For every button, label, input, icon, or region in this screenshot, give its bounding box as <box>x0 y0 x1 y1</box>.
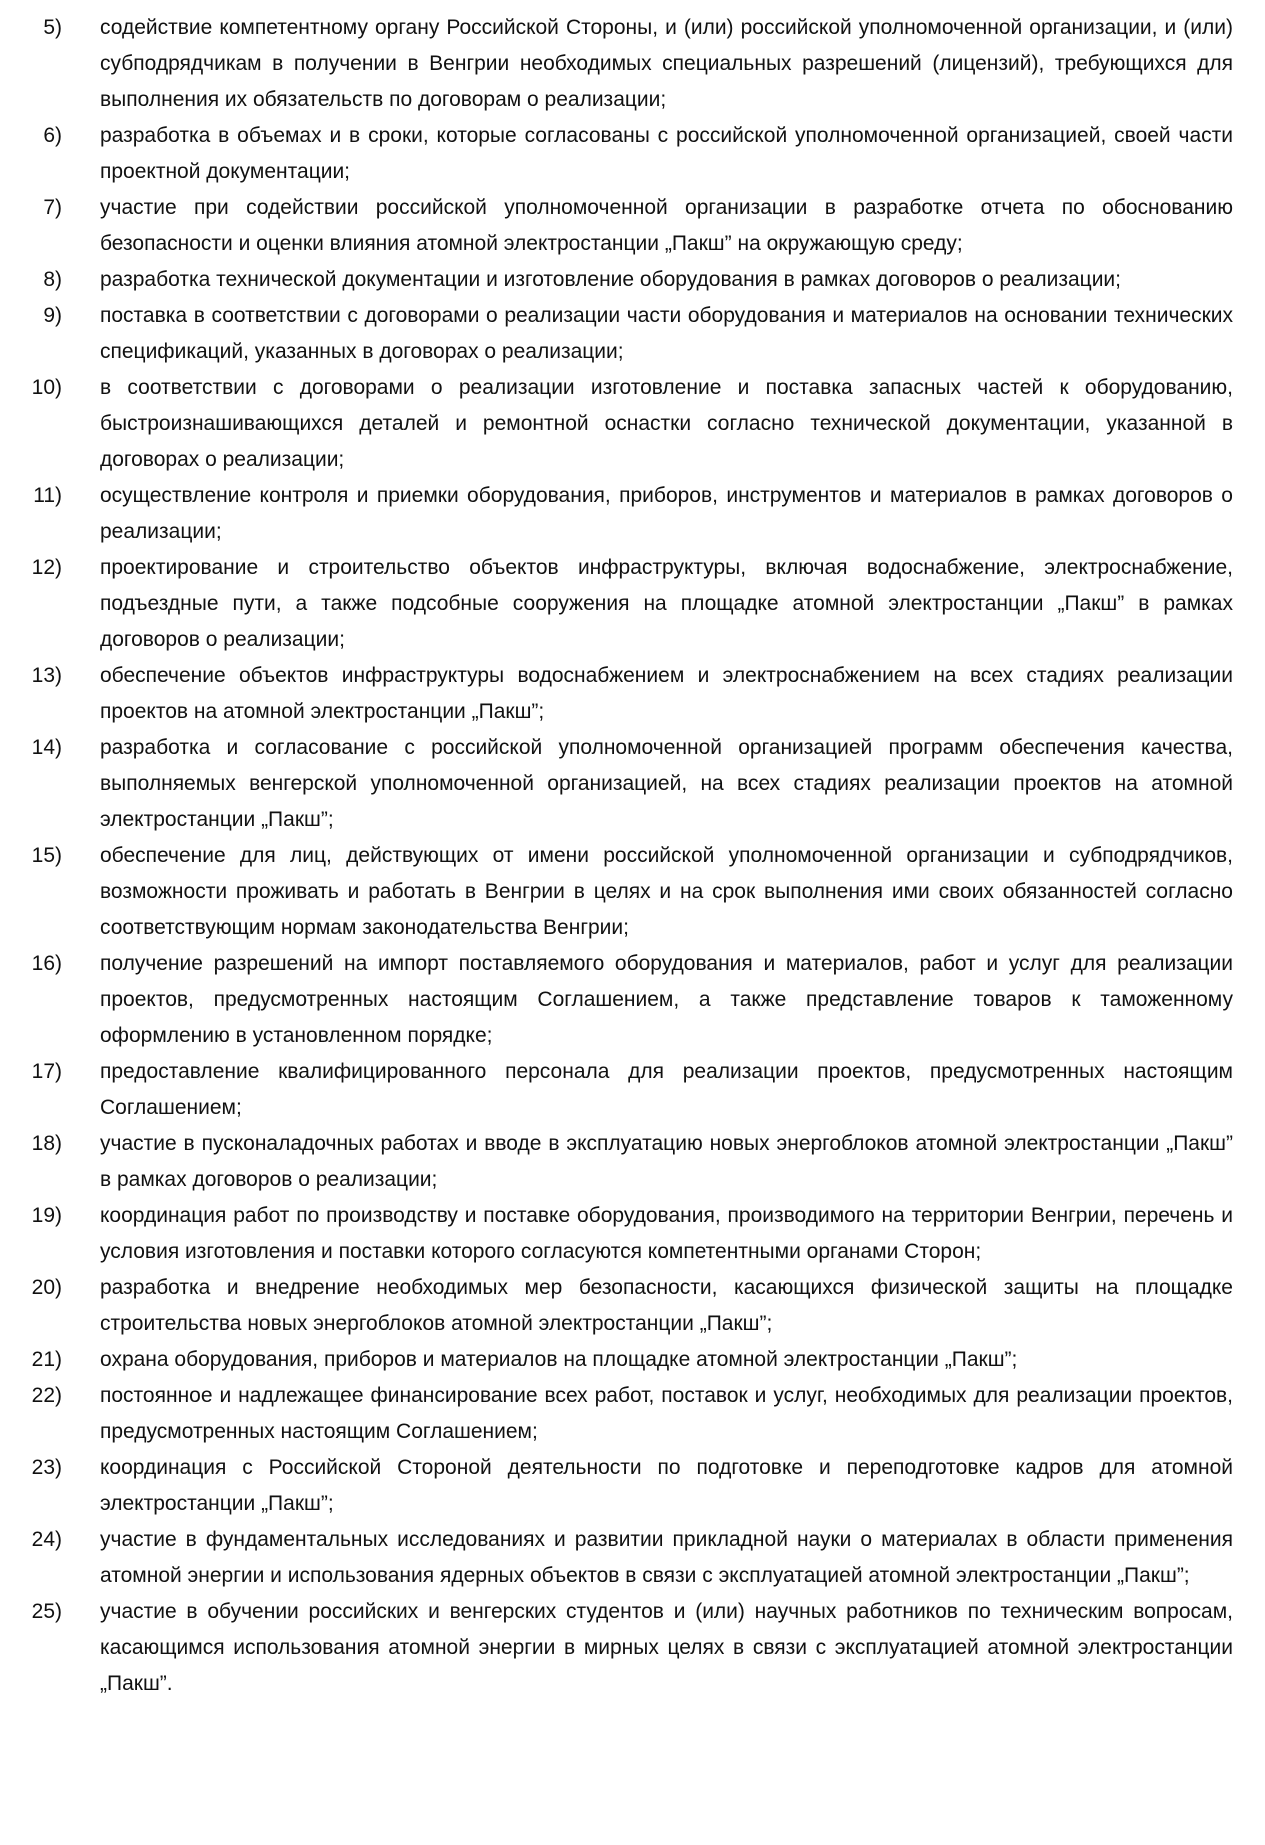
item-text: в соответствии с договорами о реализации изготовление и поставка запасных частей к оборудованию, быстроизнашивающихся деталей и ремонтной оснастки согласно технической документации, указанной в договорах о реализации; <box>100 376 1233 471</box>
item-number: 12) <box>31 556 62 579</box>
list-item <box>0 1054 1265 1126</box>
item-number: 18) <box>31 1132 62 1155</box>
item-number: 6) <box>43 124 62 147</box>
item-text: поставка в соответствии с договорами о реализации части оборудования и материалов на основании технических спецификаций, указанных в договорах о реализации; <box>100 304 1233 363</box>
document-page <box>0 10 1265 1702</box>
list-item <box>0 730 1265 838</box>
list-item <box>0 190 1265 262</box>
item-number: 23) <box>31 1456 62 1479</box>
list-item <box>0 1594 1265 1702</box>
list-item <box>0 1522 1265 1594</box>
item-number: 11) <box>33 484 62 507</box>
list-item <box>0 946 1265 1054</box>
list-item <box>0 118 1265 190</box>
item-text: предоставление квалифицированного персонала для реализации проектов, предусмотренных настоящим Соглашением; <box>100 1060 1233 1119</box>
list-item <box>0 658 1265 730</box>
item-number: 19) <box>31 1204 62 1227</box>
list-item <box>0 1378 1265 1450</box>
item-text: разработка и согласование с российской уполномоченной организацией программ обеспечения качества, выполняемых венгерской уполномоченной организацией, на всех стадиях реализации проектов на атомной электростанции „Пакш”; <box>100 736 1233 831</box>
item-number: 20) <box>31 1276 62 1299</box>
item-number: 13) <box>31 664 62 687</box>
item-number: 15) <box>31 844 62 867</box>
item-number: 17) <box>31 1060 62 1083</box>
item-text: обеспечение объектов инфраструктуры водоснабжением и электроснабжением на всех стадиях реализации проектов на атомной электростанции „Пакш”; <box>100 664 1233 723</box>
item-number: 25) <box>31 1600 62 1623</box>
item-text: участие в пусконаладочных работах и вводе в эксплуатацию новых энергоблоков атомной электростанции „Пакш” в рамках договоров о реализации; <box>100 1132 1233 1191</box>
item-number: 24) <box>31 1528 62 1551</box>
list-item <box>0 1270 1265 1342</box>
item-text: получение разрешений на импорт поставляемого оборудования и материалов, работ и услуг для реализации проектов, предусмотренных настоящим Соглашением, а также представление товаров к таможенному оформлению в установленном порядке; <box>100 952 1233 1047</box>
item-text: участие в фундаментальных исследованиях и развитии прикладной науки о материалах в области применения атомной энергии и использования ядерных объектов в связи с эксплуатацией атомной электростанции „Пакш”; <box>100 1528 1233 1587</box>
list-item <box>0 838 1265 946</box>
item-text: координация работ по производству и поставке оборудования, производимого на территории Венгрии, перечень и условия изготовления и поставки которого согласуются компетентными органами Сторон; <box>100 1204 1233 1263</box>
item-text: участие в обучении российских и венгерских студентов и (или) научных работников по техническим вопросам, касающимся использования атомной энергии в мирных целях в связи с эксплуатацией атомной электростанции „Пакш”. <box>100 1600 1233 1695</box>
item-text: постоянное и надлежащее финансирование всех работ, поставок и услуг, необходимых для реализации проектов, предусмотренных настоящим Соглашением; <box>100 1384 1233 1443</box>
item-number: 16) <box>31 952 62 975</box>
list-item <box>0 370 1265 478</box>
item-text: осуществление контроля и приемки оборудования, приборов, инструментов и материалов в рамках договоров о реализации; <box>100 484 1233 543</box>
list-item <box>0 478 1265 550</box>
item-number: 14) <box>31 736 62 759</box>
list-item <box>0 262 1265 298</box>
item-number: 10) <box>31 376 62 399</box>
item-number: 5) <box>43 16 62 39</box>
item-number: 9) <box>43 304 62 327</box>
item-text: охрана оборудования, приборов и материалов на площадке атомной электростанции „Пакш”; <box>100 1348 1018 1371</box>
item-number: 21) <box>31 1348 62 1371</box>
item-text: содействие компетентному органу Российской Стороны, и (или) российской уполномоченной организации, и (или) субподрядчикам в получении в Венгрии необходимых специальных разрешений (лицензий), требующихся для выполнения их обязательств по договорам о реализации; <box>100 16 1233 111</box>
list-item <box>0 1198 1265 1270</box>
item-text: обеспечение для лиц, действующих от имени российской уполномоченной организации и субподрядчиков, возможности проживать и работать в Венгрии в целях и на срок выполнения ими своих обязанностей согласно соответствующим нормам законодательства Венгрии; <box>100 844 1233 939</box>
list-item <box>0 1342 1265 1378</box>
item-text: проектирование и строительство объектов инфраструктуры, включая водоснабжение, электроснабжение, подъездные пути, а также подсобные сооружения на площадке атомной электростанции „Пакш” в рамках договоров о реализации; <box>100 556 1233 651</box>
list-item <box>0 10 1265 118</box>
item-number: 7) <box>43 196 62 219</box>
item-text: участие при содействии российской уполномоченной организации в разработке отчета по обоснованию безопасности и оценки влияния атомной электростанции „Пакш” на окружающую среду; <box>100 196 1233 255</box>
item-text: разработка технической документации и изготовление оборудования в рамках договоров о реализации; <box>100 268 1121 291</box>
list-item <box>0 1450 1265 1522</box>
item-number: 22) <box>31 1384 62 1407</box>
list-item <box>0 1126 1265 1198</box>
item-number: 8) <box>43 268 62 291</box>
item-text: координация с Российской Стороной деятельности по подготовке и переподготовке кадров для атомной электростанции „Пакш”; <box>100 1456 1233 1515</box>
item-text: разработка и внедрение необходимых мер безопасности, касающихся физической защиты на площадке строительства новых энергоблоков атомной электростанции „Пакш”; <box>100 1276 1233 1335</box>
item-text: разработка в объемах и в сроки, которые согласованы с российской уполномоченной организацией, своей части проектной документации; <box>100 124 1233 183</box>
list-item <box>0 550 1265 658</box>
list-item <box>0 298 1265 370</box>
